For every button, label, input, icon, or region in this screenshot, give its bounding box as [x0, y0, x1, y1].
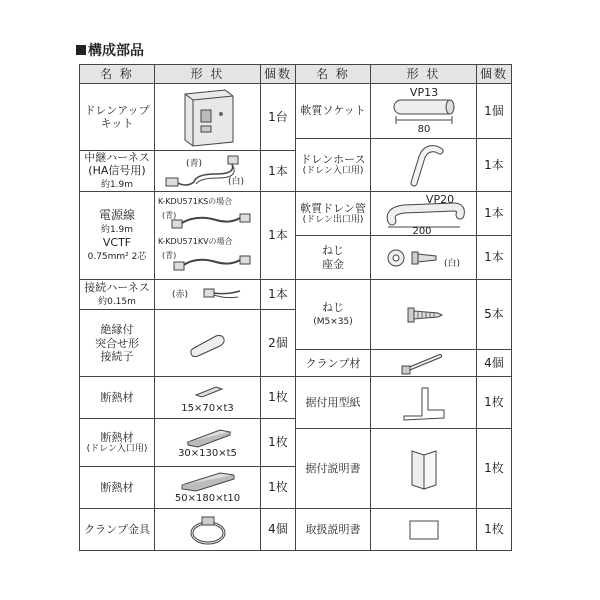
- relay-label-blue: (青): [185, 159, 202, 170]
- section-title-text: 構成部品: [88, 43, 144, 59]
- right-count-0: 1個: [477, 84, 512, 139]
- left-shape-8: [155, 509, 261, 551]
- clamp-band-icon: [394, 350, 454, 376]
- left-count-4: 2個: [261, 310, 296, 377]
- right-name-8: 取扱説明書: [296, 509, 371, 551]
- left-name-4: 絶縁付 突合せ形 接続子: [80, 310, 155, 377]
- conn-label-red: (赤): [171, 289, 188, 300]
- template-icon: [394, 380, 454, 426]
- insulation-dim-3: 50×180×t10: [174, 492, 241, 504]
- left-shape-4: [155, 310, 261, 377]
- right-count-3: 1本: [477, 236, 512, 280]
- insulation-large-icon: [168, 471, 248, 493]
- left-shape-1: [155, 151, 261, 192]
- user-manual-icon: [394, 515, 454, 545]
- left-name-2: 電源線 約1.9m VCTF 0.75mm² 2芯: [80, 192, 155, 280]
- left-shape-5: [155, 377, 261, 419]
- right-name-4: ねじ (M5×35): [296, 280, 371, 350]
- soft-drain-pipe-icon: [374, 193, 474, 235]
- header-name-right: 名 称: [296, 65, 371, 84]
- left-name-3: 接続ハーネス 約0.15m: [80, 280, 155, 310]
- header-shape-right: 形 状: [371, 65, 477, 84]
- right-shape-7: [371, 429, 477, 509]
- right-shape-1: [371, 139, 477, 192]
- right-count-2: 1本: [477, 192, 512, 236]
- butt-connector-icon: [178, 328, 238, 358]
- connection-harness-icon: [156, 281, 260, 309]
- left-name-5: 断熱材: [80, 377, 155, 419]
- relay-harness-icon: [156, 152, 260, 190]
- left-shape-6: [155, 419, 261, 467]
- socket-dim: 80: [417, 124, 430, 135]
- soft-socket-icon: [374, 86, 474, 136]
- left-count-2: 1本: [261, 192, 296, 280]
- right-count-4: 5本: [477, 280, 512, 350]
- left-count-5: 1枚: [261, 377, 296, 419]
- right-shape-3: [371, 236, 477, 280]
- washer-label-white: (白): [443, 258, 460, 269]
- power-label-kv: K-KDU571KVの場合: [157, 236, 233, 246]
- right-name-1: ドレンホース (ドレン入口用): [296, 139, 371, 192]
- right-count-6: 1枚: [477, 377, 512, 429]
- insulation-dim-2: 30×130×t5: [178, 447, 237, 459]
- left-count-7: 1枚: [261, 467, 296, 509]
- right-shape-8: [371, 509, 477, 551]
- right-count-1: 1本: [477, 139, 512, 192]
- drain-pipe-dim: 200: [411, 225, 432, 235]
- screw-icon: [394, 300, 454, 330]
- table-row: [80, 280, 512, 310]
- drain-hose-icon: [394, 143, 454, 187]
- right-shape-4: [371, 280, 477, 350]
- insulation-medium-icon: [168, 426, 248, 448]
- right-name-5: クランプ材: [296, 350, 371, 377]
- left-shape-0: [155, 84, 261, 151]
- power-label-blue-2: (青): [161, 250, 176, 260]
- insulation-dim-1: 15×70×t3: [181, 402, 234, 414]
- right-name-2: 軟質ドレン管 (ドレン出口用): [296, 192, 371, 236]
- left-shape-3: [155, 280, 261, 310]
- right-shape-0: [371, 84, 477, 139]
- install-manual-icon: [394, 445, 454, 493]
- table-row: [80, 509, 512, 551]
- right-name-0: 軟質ソケット: [296, 84, 371, 139]
- left-count-8: 4個: [261, 509, 296, 551]
- left-count-6: 1枚: [261, 419, 296, 467]
- power-cord-icon: [156, 194, 260, 278]
- right-shape-2: [371, 192, 477, 236]
- right-count-8: 1枚: [477, 509, 512, 551]
- header-count-left: 個数: [261, 65, 296, 84]
- right-name-6: 据付用型紙: [296, 377, 371, 429]
- table-row: [80, 84, 512, 139]
- left-count-0: 1台: [261, 84, 296, 151]
- header-row: [80, 65, 512, 84]
- drain-pipe-label: VP20: [425, 192, 454, 206]
- drain-kit-icon: [173, 84, 243, 150]
- header-shape-left: 形 状: [155, 65, 261, 84]
- relay-label-white: (白): [227, 177, 244, 188]
- screw-washer-icon: [374, 240, 474, 276]
- right-name-7: 据付説明書: [296, 429, 371, 509]
- header-count-right: 個数: [477, 65, 512, 84]
- left-name-7: 断熱材: [80, 467, 155, 509]
- power-label-ks: K-KDU571KSの場合: [157, 196, 232, 206]
- left-name-1: 中継ハーネス (HA信号用) 約1.9m: [80, 151, 155, 192]
- insulation-small-icon: [168, 381, 248, 403]
- table-row: [80, 377, 512, 419]
- table-row: [80, 192, 512, 236]
- left-shape-2: [155, 192, 261, 280]
- left-name-0: ドレンアップ キット: [80, 84, 155, 151]
- right-name-3: ねじ 座金: [296, 236, 371, 280]
- right-shape-6: [371, 377, 477, 429]
- hose-clamp-icon: [178, 511, 238, 549]
- left-shape-7: [155, 467, 261, 509]
- left-name-6: 断熱材 (ドレン入口用): [80, 419, 155, 467]
- left-count-1: 1本: [261, 151, 296, 192]
- power-label-blue-1: (青): [161, 210, 176, 220]
- right-count-7: 1枚: [477, 429, 512, 509]
- right-count-5: 4個: [477, 350, 512, 377]
- section-title: [76, 40, 144, 60]
- left-name-8: クランプ金具: [80, 509, 155, 551]
- parts-table: [79, 64, 512, 551]
- header-name-left: 名 称: [80, 65, 155, 84]
- right-shape-5: [371, 350, 477, 377]
- square-bullet-icon: [76, 45, 86, 55]
- left-count-3: 1本: [261, 280, 296, 310]
- socket-label: VP13: [409, 86, 438, 99]
